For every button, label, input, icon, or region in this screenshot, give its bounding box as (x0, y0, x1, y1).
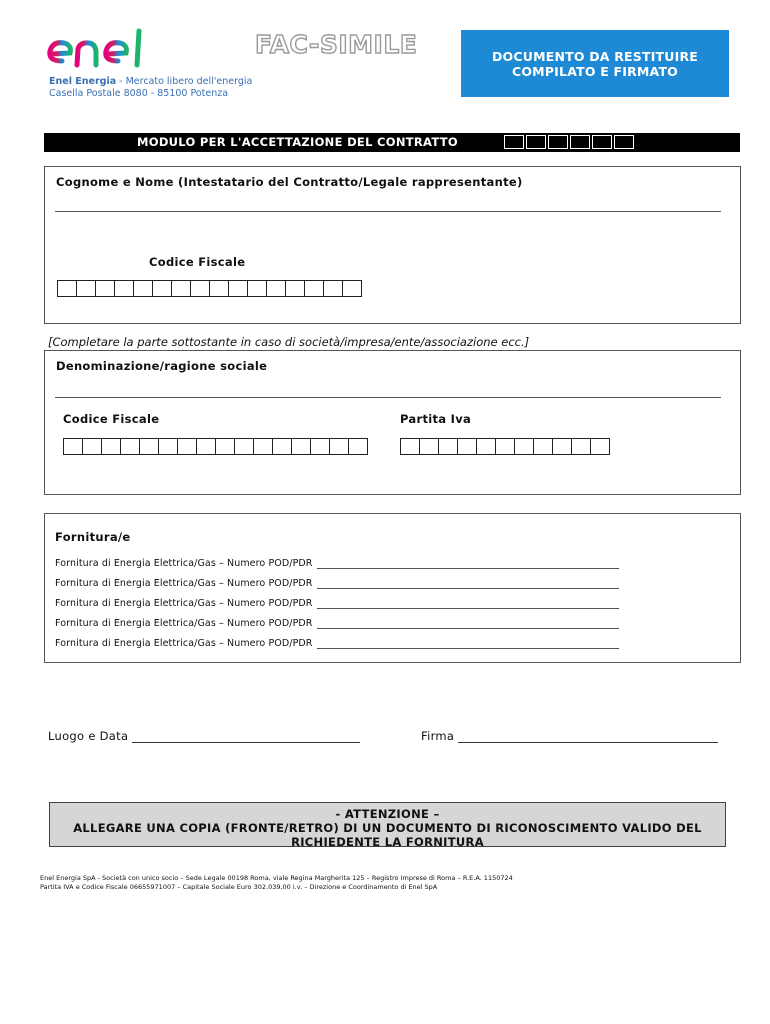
supply-row (55, 578, 619, 589)
facsimile-watermark: FAC-SIMILE (255, 30, 418, 59)
supply-panel (44, 513, 741, 663)
pod-pdr-field[interactable] (317, 639, 619, 649)
supply-row-label: Fornitura di Energia Elettrica/Gas – Numero POD/PDR (55, 578, 313, 589)
enel-logo (44, 27, 170, 77)
signature-label: Firma (421, 729, 455, 743)
company-panel (44, 350, 741, 495)
holder-label: Cognome e Nome (Intestatario del Contratto/Legale rappresentante) (56, 175, 523, 189)
pod-pdr-field[interactable] (317, 559, 619, 569)
supply-row-label: Fornitura di Energia Elettrica/Gas – Numero POD/PDR (55, 598, 313, 609)
attention-line-2: ALLEGARE UNA COPIA (FRONTE/RETRO) DI UN DOCUMENTO DI RICONOSCIMENTO VALIDO DEL (73, 821, 702, 835)
form-title: MODULO PER L'ACCETTAZIONE DEL CONTRATTO (137, 135, 458, 149)
supply-row (55, 638, 619, 649)
pod-pdr-field[interactable] (317, 599, 619, 609)
legal-footer (40, 874, 513, 892)
holder-name-field[interactable] (55, 211, 721, 212)
supply-row (55, 558, 619, 569)
footer-line-2: Partita IVA e Codice Fiscale 06655971007 – Capitale Sociale Euro 302.039,00 i.v. – Direzione e Coordinamento di Enel SpA (40, 883, 438, 891)
company-fiscal-code-boxes[interactable] (63, 438, 368, 455)
form-title-bar (44, 133, 740, 152)
vat-label: Partita Iva (400, 412, 472, 426)
company-address (49, 76, 252, 100)
company-name-field[interactable] (55, 397, 721, 398)
supply-row-label: Fornitura di Energia Elettrica/Gas – Numero POD/PDR (55, 558, 313, 569)
footer-line-1: Enel Energia SpA - Società con unico socio – Sede Legale 00198 Roma, viale Regina Margherita 125 – Registro Imprese di Roma – R.E.A. 1150724 (40, 874, 513, 882)
signature-row (421, 729, 718, 743)
place-date-row (48, 729, 360, 743)
attention-line-3: RICHIEDENTE LA FORNITURA (291, 835, 484, 849)
fiscal-code-label: Codice Fiscale (149, 255, 246, 269)
holder-panel (44, 166, 741, 324)
supply-row (55, 618, 619, 629)
company-fiscal-code-label: Codice Fiscale (63, 412, 160, 426)
attention-heading: - ATTENZIONE – (335, 807, 440, 821)
attention-box (49, 802, 726, 847)
contract-code-cells (504, 135, 634, 149)
pod-pdr-field[interactable] (317, 579, 619, 589)
postal-address: Casella Postale 8080 - 85100 Potenza (49, 88, 229, 99)
company-name-label: Denominazione/ragione sociale (56, 359, 268, 373)
supply-row-label: Fornitura di Energia Elettrica/Gas – Numero POD/PDR (55, 638, 313, 649)
supply-row (55, 598, 619, 609)
place-date-label: Luogo e Data (48, 729, 129, 743)
notice-line-2: COMPILATO E FIRMATO (511, 63, 679, 79)
fiscal-code-boxes[interactable] (57, 280, 362, 297)
vat-number-boxes[interactable] (400, 438, 610, 455)
return-notice-box (461, 30, 729, 97)
company-name: Enel Energia (49, 76, 117, 87)
signature-field[interactable] (458, 732, 718, 743)
supply-row-label: Fornitura di Energia Elettrica/Gas – Numero POD/PDR (55, 618, 313, 629)
company-section-note: [Completare la parte sottostante in caso di società/impresa/ente/associazione ecc.] (48, 335, 530, 349)
company-tagline: - Mercato libero dell'energia (116, 76, 253, 87)
notice-line-1: DOCUMENTO DA RESTITUIRE (491, 48, 699, 64)
supply-title: Fornitura/e (55, 530, 131, 544)
pod-pdr-field[interactable] (317, 619, 619, 629)
place-date-field[interactable] (132, 732, 360, 743)
